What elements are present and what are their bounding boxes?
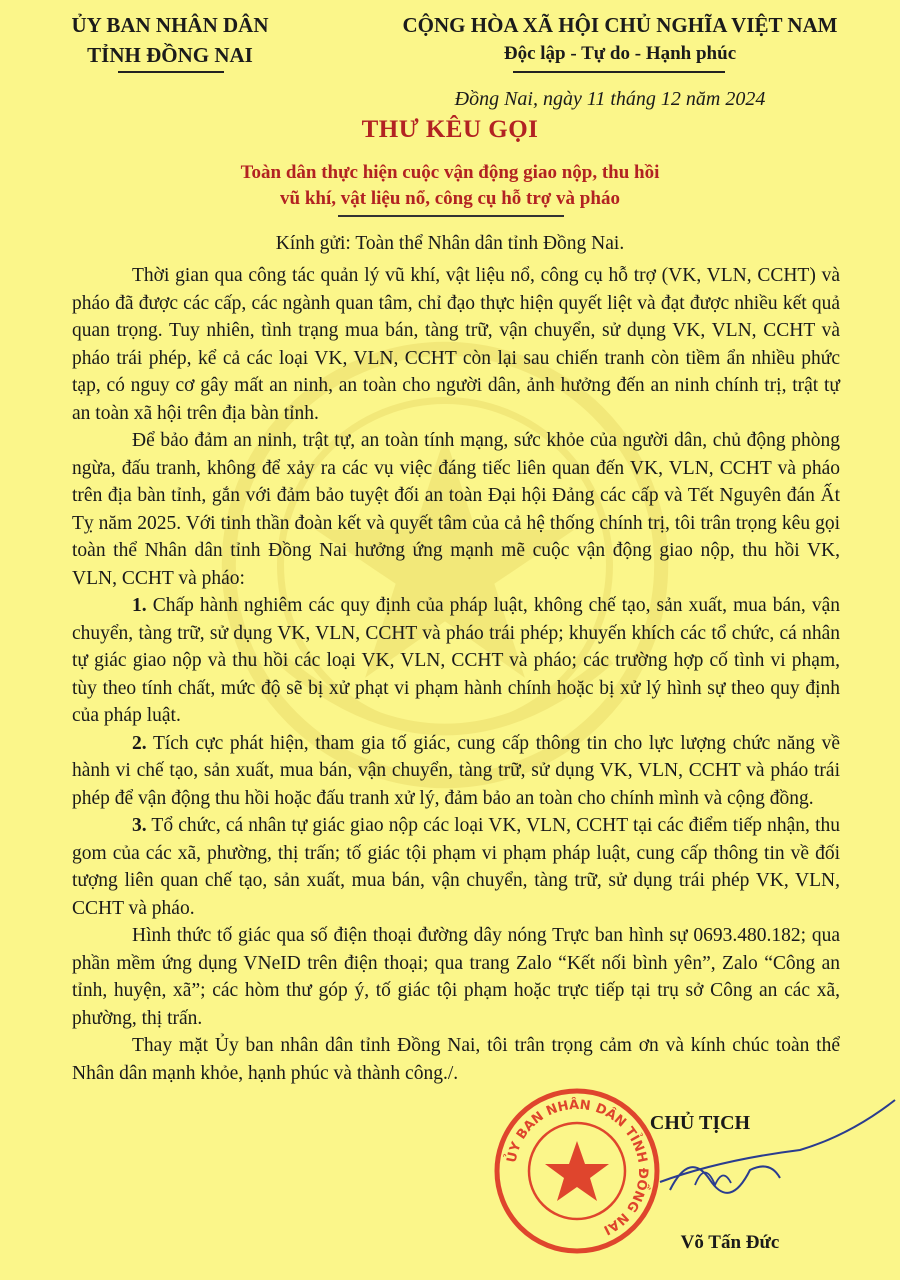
paragraph-hotline: Hình thức tố giác qua số điện thoại đường dây nóng Trực ban hình sự 0693.480.182; qua phần mềm ứng dụng VNeID trên điện thoại; qua trang Zalo “Kết nối bình yên”, Zalo “Công an tỉnh, huyện, xã”; các hòm thư góp ý, tố giác tội phạm hoặc trực tiếp tại trụ sở Công an các xã, phường, thị trấn. [72,925,840,1029]
item-3 [72,812,840,922]
document-title: THƯ KÊU GỌI [361,116,539,143]
motto-underline [513,71,725,73]
date-line: Đồng Nai, ngày 11 tháng 12 năm 2024 [454,88,766,110]
signatory-role: CHỦ TỊCH [649,1112,751,1134]
title-divider [338,215,564,217]
letter-body [72,262,840,1087]
item-2-number: 2. [132,732,147,754]
item-2 [72,730,840,813]
issuing-agency [40,10,300,70]
greeting: Kính gửi: Toàn thể Nhân dân tỉnh Đồng Nai. [275,233,625,254]
item-2-text: Tích cực phát hiện, tham gia tố giác, cung cấp thông tin cho lực lượng chức năng về hành vi chế tạo, sản xuất, mua bán, vận chuyển, tàng trữ, sử dụng VK, VLN, CCHT và pháo trái phép để vận động thu hồi hoặc đấu tranh xử lý, đảm bảo an toàn cho chính mình và cộng đồng. [72,732,840,809]
agency-line-2: TỈNH ĐỒNG NAI [87,43,253,67]
paragraph-1: Thời gian qua công tác quản lý vũ khí, vật liệu nổ, công cụ hỗ trợ (VK, VLN, CCHT) và pháo đã được các cấp, các ngành quan tâm, chỉ đạo thực hiện quyết liệt và đạt được nhiều kết quả quan trọng. Tuy nhiên, tình trạng mua bán, tàng trữ, vận chuyển, sử dụng VK, VLN, CCHT và pháo trái phép, kể cả các loại VK, VLN, CCHT còn lại sau chiến tranh còn tiềm ẩn nhiều phức tạp, có nguy cơ gây mất an ninh, an toàn cho người dân, ảnh hưởng đến an ninh chính trị, trật tự an toàn xã hội trên địa bàn tỉnh. [72,265,840,424]
subtitle-line-2: vũ khí, vật liệu nổ, công cụ hỗ trợ và pháo [280,188,620,209]
item-3-number: 3. [132,815,147,836]
nation-line-1: CỘNG HÒA XÃ HỘI CHỦ NGHĨA VIỆT NAM [402,13,838,37]
national-heading [370,10,870,68]
seal-text: ỦY BAN NHÂN DÂN TỈNH ĐỒNG NAI [504,1097,651,1238]
paragraph-2: Để bảo đảm an ninh, trật tự, an toàn tính mạng, sức khỏe của người dân, chủ động phòng ngừa, đấu tranh, không để xảy ra các vụ việc đáng tiếc liên quan đến VK, VLN, CCHT và pháo trên địa bàn tỉnh, gắn với đảm bảo tuyệt đối an toàn Đại hội Đảng các cấp và Tết Nguyên đán Ất Tỵ năm 2025. Với tinh thần đoàn kết và quyết tâm của cả hệ thống chính trị, tôi trân trọng kêu gọi toàn thể Nhân dân tỉnh Đồng Nai hưởng ứng mạnh mẽ cuộc vận động giao nộp, thu hồi VK, VLN, CCHT và pháo: [72,430,840,589]
agency-line-1: ỦY BAN NHÂN DÂN [71,13,269,37]
item-3-text: Tổ chức, cá nhân tự giác giao nộp các loại VK, VLN, CCHT tại các điểm tiếp nhận, thu gom của các xã, phường, thị trấn; tố giác tội phạm vi phạm pháp luật, cung cấp thông tin về đối tượng liên quan chế tạo, sản xuất, mua bán, vận chuyển, tàng trữ, sử dụng trái phép VK, VLN, CCHT và pháo. [72,815,840,919]
item-1-text: Chấp hành nghiêm các quy định của pháp luật, không chế tạo, sản xuất, mua bán, vận chuyển, tàng trữ, sử dụng VK, VLN, CCHT và pháo trái phép; khuyến khích các tổ chức, cá nhân tự giác giao nộp và thu hồi các loại VK, VLN, CCHT và pháo; các trường hợp cố tình vi phạm, tùy theo tính chất, mức độ sẽ bị xử phạt vi phạm hành chính hoặc bị xử lý hình sự theo quy định của pháp luật. [72,595,840,726]
agency-underline [118,71,224,73]
subtitle-line-1: Toàn dân thực hiện cuộc vận động giao nộp, thu hồi [240,162,660,183]
item-1 [72,592,840,730]
document-subtitle [0,160,900,212]
paragraph-closing: Thay mặt Ủy ban nhân dân tỉnh Đồng Nai, tôi trân trọng cảm ơn và kính chúc toàn thể Nhân dân mạnh khỏe, hạnh phúc và thành công./. [72,1035,840,1084]
nation-motto: Độc lập - Tự do - Hạnh phúc [503,43,737,64]
item-1-number: 1. [132,595,147,616]
handwritten-signature-icon [600,1090,900,1210]
signatory-name: Võ Tấn Đức [680,1232,780,1253]
